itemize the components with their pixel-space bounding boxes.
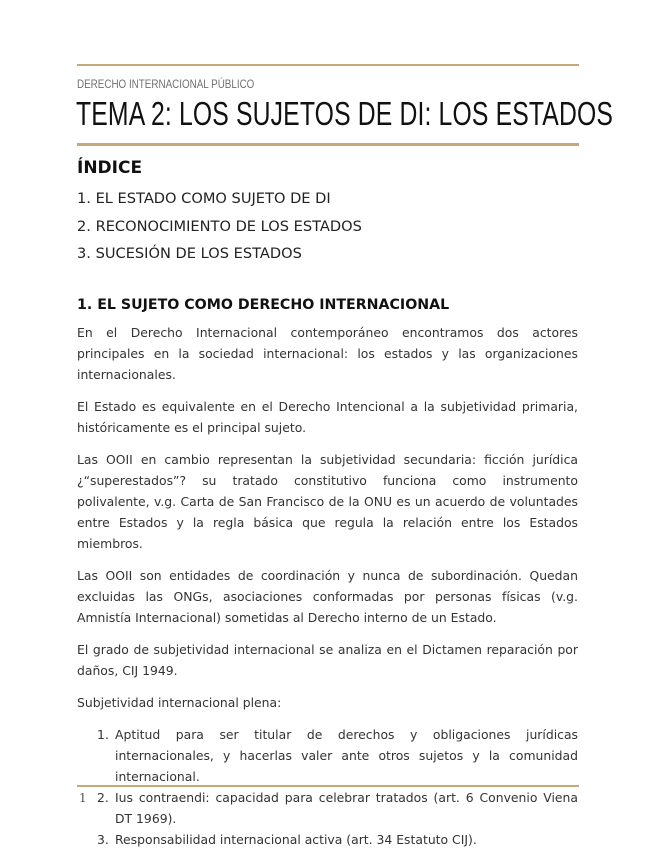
index-list — [77, 188, 362, 271]
list-item — [77, 724, 578, 787]
page-number: 1 — [79, 791, 87, 805]
index-heading: ÍNDICE — [77, 158, 143, 178]
subject-label: DERECHO INTERNACIONAL PÚBLICO — [77, 77, 255, 91]
paragraph: Las OOII en cambio representan la subjetividad secundaria: ficción jurídica ¿“superestados”? su tratado constitutivo funciona como instrumento polivalente, v.g. Carta de San Francisco de la ONU es un acuerdo de voluntades entre Estados y la regla básica que regula la relación entre los Estados miembros. — [77, 452, 578, 551]
paragraph: Subjetividad internacional plena: — [77, 695, 282, 710]
header-bottom-rule — [77, 143, 579, 146]
section-heading: 1. EL SUJETO COMO DERECHO INTERNACIONAL — [77, 297, 450, 313]
list-text: Ius contraendi: capacidad para celebrar tratados (art. 6 Convenio Viena DT 1969). — [115, 790, 578, 826]
paragraph: En el Derecho Internacional contemporáneo encontramos dos actores principales en la sociedad internacional: los estados y las organizaciones internacionales. — [77, 325, 578, 382]
numbered-list — [77, 724, 578, 850]
index-item-1: 1. EL ESTADO COMO SUJETO DE DI — [77, 190, 331, 207]
index-item-3: 3. SUCESIÓN DE LOS ESTADOS — [77, 245, 302, 262]
list-number: 1. — [97, 727, 109, 742]
paragraph: El grado de subjetividad internacional se analiza en el Dictamen reparación por daños, CIJ 1949. — [77, 642, 578, 678]
list-number: 2. — [97, 790, 109, 805]
list-number: 3. — [97, 832, 109, 847]
paragraph: El Estado es equivalente en el Derecho Intencional a la subjetividad primaria, históricamente es el principal sujeto. — [77, 399, 578, 435]
index-item-2: 2. RECONOCIMIENTO DE LOS ESTADOS — [77, 217, 362, 235]
list-item — [77, 787, 578, 829]
list-text: Responsabilidad internacional activa (art. 34 Estatuto CIJ). — [115, 832, 477, 847]
list-text: Aptitud para ser titular de derechos y obligaciones jurídicas internacionales, y hacerlas valer ante otros sujetos y la comunidad internacional. — [115, 727, 578, 784]
footer-rule — [77, 785, 579, 787]
paragraph: Las OOII son entidades de coordinación y nunca de subordinación. Quedan excluidas las ONGs, asociaciones conformadas por personas físicas (v.g. Amnistía Internacional) sometidas al Derecho interno de un Estado. — [77, 568, 578, 625]
section-body — [77, 322, 578, 850]
list-item — [77, 829, 578, 850]
page-title: TEMA 2: LOS SUJETOS DE DI: LOS ESTADOS — [76, 95, 614, 132]
header-top-rule — [77, 64, 579, 66]
